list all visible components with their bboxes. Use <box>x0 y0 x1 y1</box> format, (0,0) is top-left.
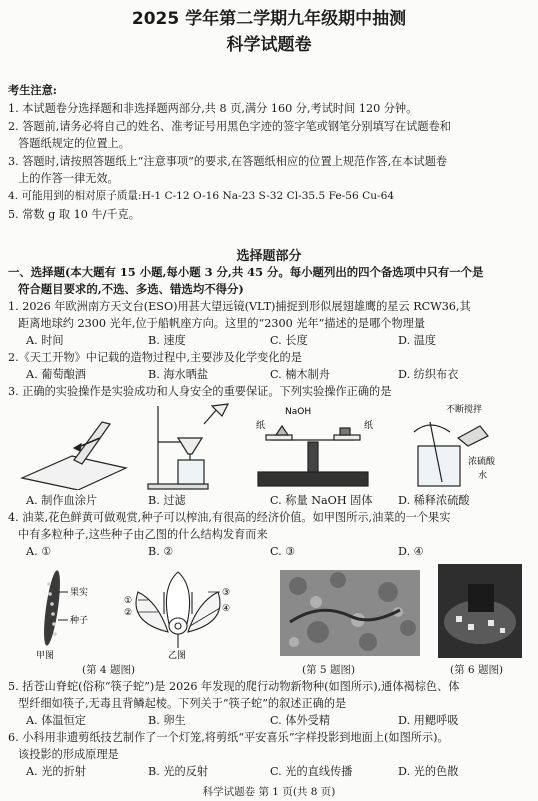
q5-options <box>18 712 534 729</box>
q3-option-a[interactable]: A. 制作血涂片 <box>26 494 98 507</box>
q6-option-c[interactable]: C. 光的直线传播 <box>270 765 353 778</box>
rapeseed-pod-figure <box>41 570 68 647</box>
q1-stem-1: 1. 2026 年欧洲南方天文台(ESO)用甚大望远镜(VLT)捕捉到形似展翅雄鹰的星云 RCW36,其 <box>8 300 471 313</box>
q4-option-d[interactable]: D. ④ <box>398 545 424 558</box>
q2-option-d[interactable]: D. 纺织布衣 <box>398 368 459 381</box>
label-2: ② <box>124 608 133 618</box>
notice-item-5: 5. 常数 g 取 10 牛/千克。 <box>8 208 140 221</box>
notice-item-2-cont: 答题纸规定的位置上。 <box>18 137 130 150</box>
filtration-apparatus-figure <box>148 404 228 489</box>
q6-option-a[interactable]: A. 光的折射 <box>26 765 86 778</box>
q3-option-c[interactable]: C. 称量 NaOH 固体 <box>270 494 373 507</box>
paper-right-label: 纸 <box>364 421 374 431</box>
q1-options <box>18 332 534 349</box>
q2-option-b[interactable]: B. 海水晒盐 <box>148 368 209 381</box>
paper-cut-lantern-photo <box>438 564 522 658</box>
label-4: ④ <box>222 604 231 614</box>
q1-option-d[interactable]: D. 温度 <box>398 334 437 347</box>
q5-caption: (第 5 题图) <box>302 664 356 676</box>
q2-option-a[interactable]: A. 葡萄酿酒 <box>26 368 86 381</box>
q5-stem-2: 型纤细如筷子,无毒且背鳞起棱。下列关于“筷子蛇”的叙述正确的是 <box>18 697 347 710</box>
q3-option-d[interactable]: D. 稀释浓硫酸 <box>398 494 470 507</box>
q4-options <box>18 543 534 560</box>
section-heading: 选择题部分 <box>236 249 302 264</box>
section-instruction-1: 一、选择题(本大题有 15 小题,每小题 3 分,共 45 分。每小题列出的四个备选项中只有一个是 <box>8 265 484 279</box>
q5-option-b[interactable]: B. 卵生 <box>148 714 186 727</box>
naoh-label: NaOH <box>285 407 312 417</box>
q4-stem-2: 中有多粒种子,这些种子由乙图的什么结构发育而来 <box>18 528 268 541</box>
q2-option-c[interactable]: C. 楠木制舟 <box>270 368 331 381</box>
q4-caption: (第 4 题图) <box>82 664 136 676</box>
q3-option-b[interactable]: B. 过滤 <box>148 494 186 507</box>
paper-left-label: 纸 <box>256 421 266 431</box>
stir-label: 不断搅拌 <box>446 405 483 415</box>
blood-smear-slides-figure <box>22 422 126 490</box>
water-label: 水 <box>478 471 488 481</box>
q1-stem-2: 距离地球约 2300 光年,位于船帆座方向。这里的“2300 光年”描述的是哪个物理量 <box>18 317 426 330</box>
q5-stem-1: 5. 括苍山脊蛇(俗称“筷子蛇”)是 2026 年发现的爬行动物新物种(如图所示),通体褐棕色、体 <box>8 680 460 693</box>
jia-label: 甲图 <box>36 651 55 660</box>
q5-option-d[interactable]: D. 用鳃呼吸 <box>398 714 459 727</box>
section-instruction-2: 符合题目要求的,不选、多选、错选均不得分) <box>18 282 244 296</box>
q3-stem: 3. 正确的实验操作是实验成功和人身安全的重要保证。下列实验操作正确的是 <box>8 385 392 398</box>
notice-item-4: 4. 可能用到的相对原子质量:H-1 C-12 O-16 Na-23 S-32 Cl-35.5 Fe-56 Cu-64 <box>8 190 395 202</box>
q1-option-a[interactable]: A. 时间 <box>26 334 64 347</box>
q4-stem-1: 4. 油菜,花色鲜黄可做观赏,种子可以榨油,有很高的经济价值。如甲图所示,油菜的一个果实 <box>8 511 451 524</box>
label-1: ① <box>124 596 133 606</box>
page-footer: 科学试题卷 第 1 页(共 8 页) <box>202 786 336 798</box>
acid-label: 浓硫酸 <box>468 457 496 467</box>
notice-item-2: 2. 答题前,请务必将自己的姓名、准考证号用黑色字迹的签字笔或钢笔分别填写在试题卷和 <box>8 120 451 133</box>
q6-option-b[interactable]: B. 光的反射 <box>148 765 209 778</box>
label-3: ③ <box>222 588 231 598</box>
q4-option-b[interactable]: B. ② <box>148 545 174 558</box>
q1-option-b[interactable]: B. 速度 <box>148 334 186 347</box>
q6-options <box>18 763 534 780</box>
seed-label: 种子 <box>70 616 89 626</box>
exam-title: 2025 学年第二学期九年级期中抽测 <box>131 9 407 29</box>
q6-caption: (第 6 题图) <box>450 664 504 676</box>
notice-heading: 考生注意: <box>8 83 57 97</box>
q4-q6-figures <box>18 562 538 660</box>
q4-option-c[interactable]: C. ③ <box>270 545 296 558</box>
yi-label: 乙图 <box>168 651 187 660</box>
flower-structure-figure <box>136 572 220 648</box>
q3-options <box>18 492 534 509</box>
balance-scale-figure <box>258 426 368 486</box>
acid-dilution-figure <box>414 422 488 486</box>
q5-option-a[interactable]: A. 体温恒定 <box>26 714 86 727</box>
notice-item-1: 1. 本试题卷分选择题和非选择题两部分,共 8 页,满分 160 分,考试时间 120 分钟。 <box>8 102 418 115</box>
q6-stem-2: 该投影的形成原理是 <box>18 748 119 761</box>
notice-item-3-cont: 上的作答一律无效。 <box>18 172 119 185</box>
q2-options <box>18 366 534 383</box>
fruit-label: 果实 <box>70 588 89 598</box>
notice-item-3: 3. 答题时,请按照答题纸上“注意事项”的要求,在答题纸相应的位置上规范作答,在本试题卷 <box>8 155 448 168</box>
q6-stem-1: 6. 小科用非遗剪纸技艺制作了一个灯笼,将剪纸“平安喜乐”字样投影到地面上(如图所示)。 <box>8 731 449 744</box>
chopstick-snake-photo <box>280 570 420 656</box>
q5-option-c[interactable]: C. 体外受精 <box>270 714 331 727</box>
q1-option-c[interactable]: C. 长度 <box>270 334 308 347</box>
exam-subtitle: 科学试题卷 <box>226 35 312 55</box>
q4-option-a[interactable]: A. ① <box>26 545 52 558</box>
q3-figures <box>18 402 538 490</box>
q6-option-d[interactable]: D. 光的色散 <box>398 765 459 778</box>
q2-stem: 2.《天工开物》中记载的造物过程中,主要涉及化学变化的是 <box>8 351 302 364</box>
